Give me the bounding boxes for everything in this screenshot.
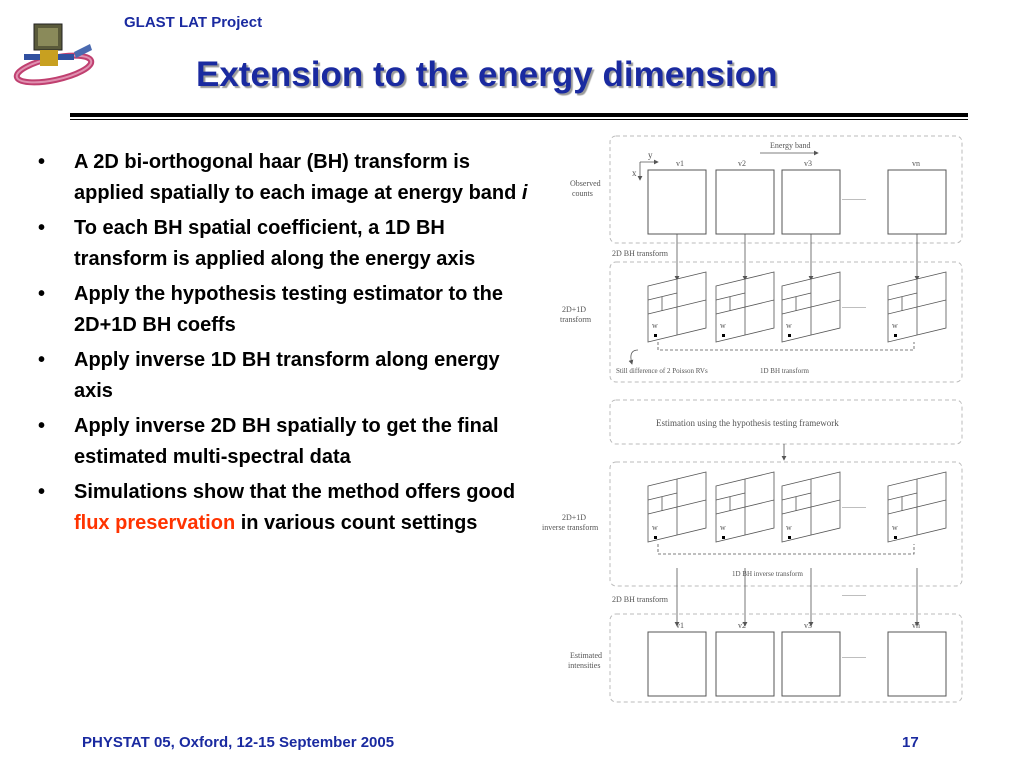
bullet-list xyxy=(38,147,538,543)
estimated-image-3 xyxy=(782,632,840,696)
observed-image-1 xyxy=(648,170,706,234)
inverse-w-label-1: w xyxy=(652,523,658,532)
observed-image-2 xyxy=(716,170,774,234)
bullet-marker: • xyxy=(38,283,46,305)
transform-2d1d-label-1: 2D+1D xyxy=(562,305,587,314)
v-label-top-1: v1 xyxy=(676,159,684,168)
bullet-marker: • xyxy=(38,415,46,437)
coeff-panel-n xyxy=(888,272,946,342)
observed-image-3 xyxy=(782,170,840,234)
estimated-intensities-label-2: intensities xyxy=(568,661,601,670)
v-label-top-2: v2 xyxy=(738,159,746,168)
v-label-top-3: v3 xyxy=(804,159,812,168)
bullet-item xyxy=(38,213,538,275)
still-difference-label: Still difference of 2 Poisson RVs xyxy=(616,367,708,375)
axis-y-label: y xyxy=(648,150,653,160)
bullet-text: Apply inverse 2D BH spatially to get the final estimated multi-spectral data xyxy=(74,415,499,468)
estimated-image-2 xyxy=(716,632,774,696)
inverse-w-label-n: w xyxy=(892,523,898,532)
estimated-intensities-label-1: Estimated xyxy=(570,651,602,660)
project-name: GLAST LAT Project xyxy=(124,14,263,31)
slide-title: Extension to the energy dimension xyxy=(196,55,778,94)
bullet-marker: • xyxy=(38,151,46,173)
title-rule-thick xyxy=(70,113,968,117)
footer-conference: PHYSTAT 05, Oxford, 12-15 September 2005 xyxy=(82,734,395,751)
energy-band-label: Energy band xyxy=(770,141,811,150)
bullet-text: A 2D bi-orthogonal haar (BH) transform is applied spatially to each image at energy band xyxy=(74,151,522,204)
w-label-n: w xyxy=(892,321,898,330)
v-label-top-n: vn xyxy=(912,159,920,168)
v-label-bottom-1: v1 xyxy=(676,621,684,630)
ellipsis-between: ............ xyxy=(842,589,866,598)
w-label-2: w xyxy=(720,321,726,330)
axis-x-label: x xyxy=(632,168,637,178)
bullet-marker: • xyxy=(38,481,46,503)
w-label-1: w xyxy=(652,321,658,330)
v-label-bottom-3: v3 xyxy=(804,621,812,630)
estimated-image-n xyxy=(888,632,946,696)
page-number: 17 xyxy=(902,734,919,751)
bh2d-transform-bottom-label: 2D BH transform xyxy=(612,595,668,604)
estimation-label: Estimation using the hypothesis testing framework xyxy=(656,418,839,428)
inverse-w-label-2: w xyxy=(720,523,726,532)
observed-counts-label-2: counts xyxy=(572,189,593,198)
bh1d-inverse-label: 1D BH inverse transform xyxy=(732,570,803,578)
bullet-item xyxy=(38,477,538,539)
glast-logo xyxy=(12,14,112,94)
coeff-panel-2 xyxy=(716,272,774,342)
observed-image-n xyxy=(888,170,946,234)
coeff-panel-3 xyxy=(782,272,840,342)
bullet-text: i xyxy=(521,182,528,204)
bh1d-transform-label: 1D BH transform xyxy=(760,367,809,375)
transform-2d1d-label-2: transform xyxy=(560,315,592,324)
bullet-marker: • xyxy=(38,349,46,371)
highlight-text: flux preservation xyxy=(74,512,236,534)
inverse-2d1d-label-2: inverse transform xyxy=(542,523,599,532)
coeff-panel-1 xyxy=(648,272,706,342)
v-label-bottom-2: v2 xyxy=(738,621,746,630)
inverse-w-label-3: w xyxy=(786,523,792,532)
observed-counts-label-1: Observed xyxy=(570,179,601,188)
ellipsis-bottom: ............ xyxy=(842,651,866,660)
w-label-3: w xyxy=(786,321,792,330)
bullet-text: To each BH spatial coefficient, a 1D BH transform is applied along the energy axis xyxy=(74,217,476,270)
bh2d-transform-label: 2D BH transform xyxy=(612,249,668,258)
bullet-text: Apply inverse 1D BH transform along energy axis xyxy=(74,349,500,402)
title-rule-thin xyxy=(70,119,968,120)
ellipsis-middle: ............ xyxy=(842,301,866,310)
bullet-item xyxy=(38,411,538,473)
ellipsis-top: ............ xyxy=(842,193,866,202)
bullet-marker: • xyxy=(38,217,46,239)
estimated-image-1 xyxy=(648,632,706,696)
v-label-bottom-n: vn xyxy=(912,621,920,630)
ellipsis-inverse: ............ xyxy=(842,501,866,510)
inverse-2d1d-label-1: 2D+1D xyxy=(562,513,587,522)
bullet-item xyxy=(38,279,538,341)
transform-pipeline-diagram xyxy=(542,128,968,708)
bullet-text: Apply the hypothesis testing estimator to the 2D+1D BH coeffs xyxy=(74,283,503,336)
bullet-item xyxy=(38,345,538,407)
bullet-text: Simulations show that the method offers good xyxy=(74,481,516,503)
bullet-text: in various count settings xyxy=(235,512,478,534)
bullet-item xyxy=(38,147,538,209)
